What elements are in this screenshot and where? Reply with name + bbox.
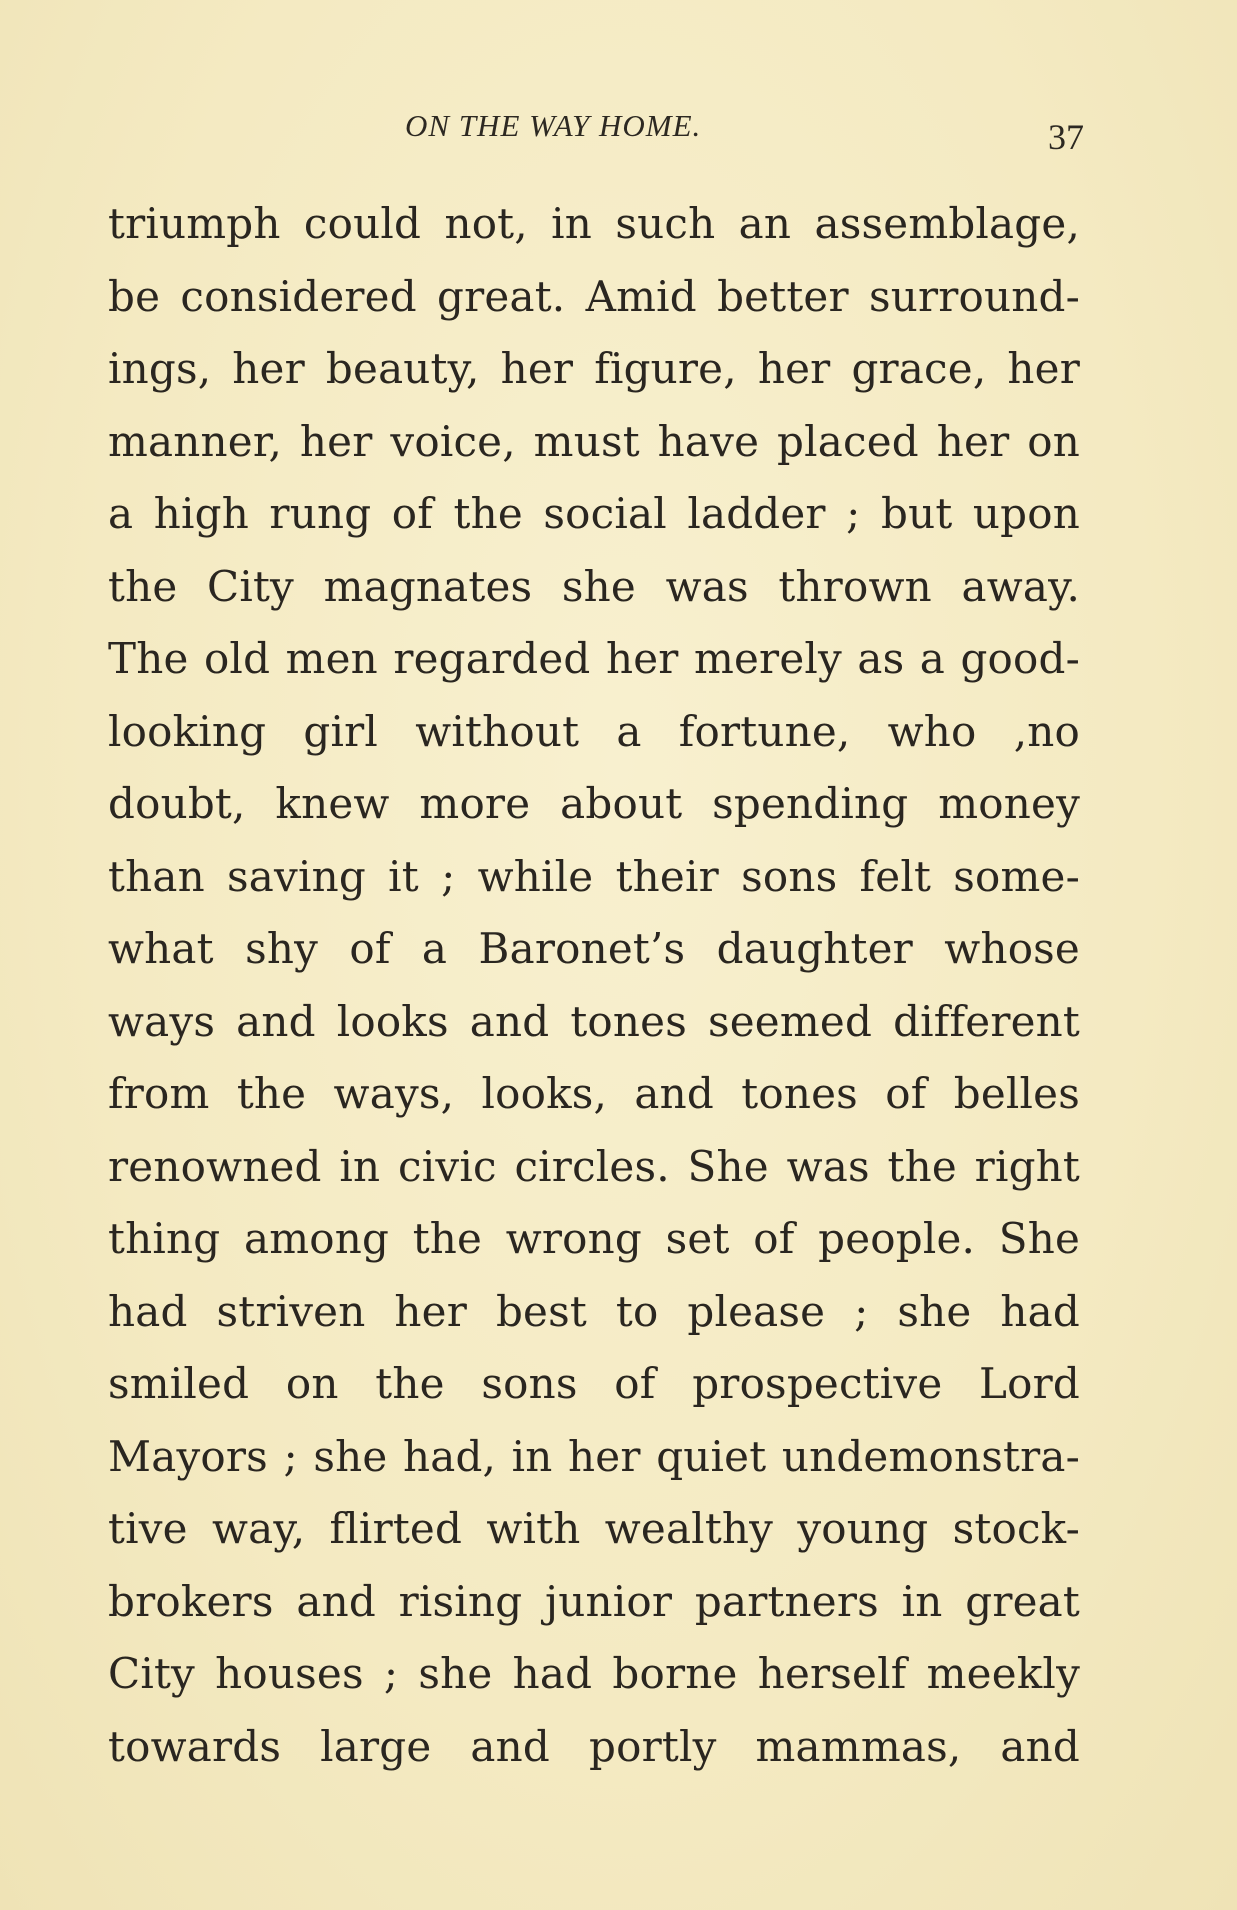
- text-line: than saving it ; while their sons felt some-: [108, 851, 1080, 901]
- text-line: manner, her voice, must have placed her on: [108, 416, 1080, 466]
- text-line: brokers and rising junior partners in great: [108, 1576, 1080, 1626]
- text-line: City houses ; she had borne herself meekly: [108, 1649, 1080, 1698]
- text-line: towards large and portly mammas, and: [108, 1721, 1080, 1771]
- text-line: Mayors ; she had, in her quiet undemonstra-: [108, 1431, 1080, 1481]
- page-number: 37: [1048, 117, 1084, 157]
- text-line: renowned in civic circles. She was the right: [108, 1141, 1080, 1191]
- running-title: ON THE WAY HOME.: [405, 108, 702, 143]
- text-line: had striven her best to please ; she had: [108, 1286, 1080, 1336]
- text-line: from the ways, looks, and tones of belles: [108, 1069, 1080, 1118]
- text-line: what shy of a Baronet’s daughter whose: [108, 924, 1080, 973]
- running-head: [0, 108, 1237, 158]
- text-line: tive way, flirted with wealthy young stock-: [108, 1504, 1080, 1553]
- text-line: The old men regarded her merely as a good-: [108, 634, 1080, 683]
- text-line: looking girl without a fortune, who ,no: [108, 706, 1080, 756]
- text-line: the City magnates she was thrown away.: [108, 561, 1080, 611]
- text-line: ways and looks and tones seemed different: [108, 996, 1080, 1046]
- text-line: a high rung of the social ladder ; but upon: [108, 489, 1080, 538]
- text-line: triumph could not, in such an assemblage,: [108, 199, 1080, 248]
- body-text: [108, 188, 1080, 1783]
- text-line: be considered great. Amid better surround-: [108, 271, 1080, 321]
- text-line: smiled on the sons of prospective Lord: [108, 1359, 1080, 1408]
- text-line: thing among the wrong set of people. She: [108, 1214, 1080, 1263]
- text-line: doubt, knew more about spending money: [108, 779, 1080, 828]
- text-line: ings, her beauty, her figure, her grace, her: [108, 344, 1080, 393]
